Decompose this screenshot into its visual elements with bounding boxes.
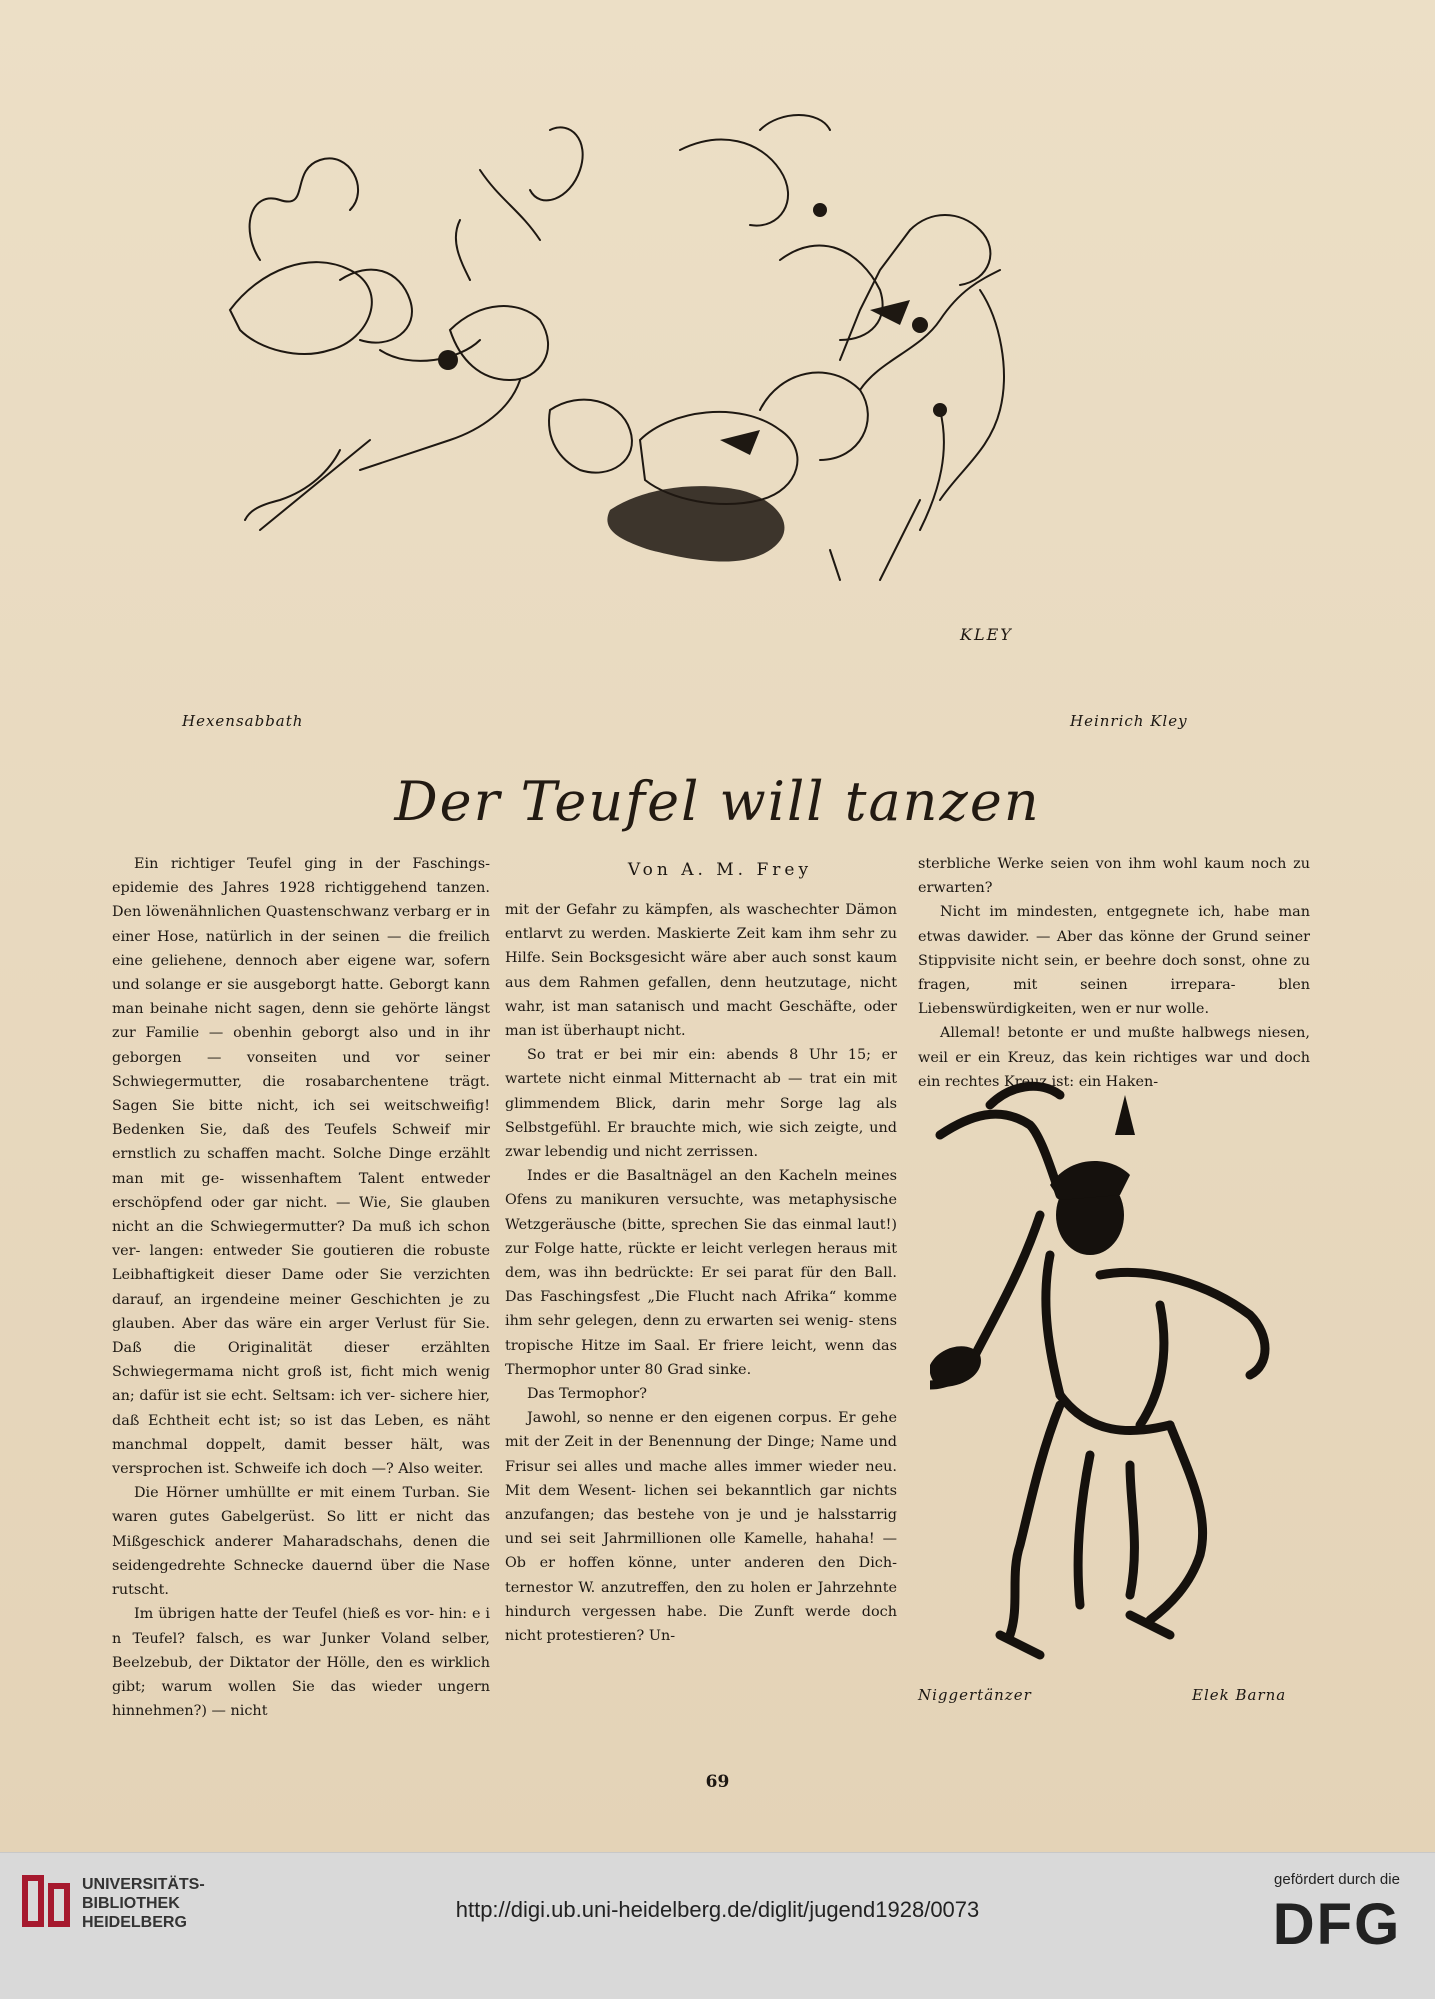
article-byline: Von A. M. Frey xyxy=(627,860,813,880)
paragraph: Ein richtiger Teufel ging in der Faschings- epidemie des Jahres 1928 richtiggehend tanzen. Den löwenähnlichen Quastenschwanz verbarg er in einer Hose, natürlich in der seinen — die freilich eine geliehene, dennoch aber eigene war, sofern und solange er sie ausgeborgt hatte. Geborgt kann man beinahe nicht sagen, denn sie gehörte längst zur Familie — obenhin geborgt also und in ihr geborgen — vonseiten und vor seiner Schwiegermutter, die rosabarchentene trägt. Sagen Sie bitte nicht, ich sei weitschweifig! Bedenken Sie, daß des Teufels Schweif mir ernstlich zu schaffen macht. Solche Dinge erzählt man mit ge- wissenhaftem Talent entweder erschöpfend oder gar nicht. — Wie, Sie glauben nicht an die Schwiegermutter? Da muß ich schon ver- langen: entweder Sie goutieren die robuste Leibhaftigkeit dieser Dame oder Sie verzichten darauf, an irgendeine meiner Geschichten je zu glauben. Aber das wäre ein arger Verlust für Sie. Daß die Originalität dieser erzählten Schwiegermama nicht groß ist, ficht mich wenig an; dafür ist sie echt. Seltsam: ich ver- sichere hier, daß Echtheit echt ist; so ist das Leben, es näht manchmal doppelt, damit besser hält, was versprochen ist. Schweife ich doch —? Also weiter. xyxy=(112,856,490,1478)
illustration-signature: KLEY xyxy=(960,625,1013,644)
permalink-url[interactable]: http://digi.ub.uni-heidelberg.de/diglit/jugend1928/0073 xyxy=(455,1897,980,1922)
article-column-1 xyxy=(112,852,490,1720)
paragraph: Indes er die Basaltnägel an den Kacheln meines Ofens zu manikuren versuchte, was metaphysische Wetzgeräusche (bitte, sprechen Sie das einmal laut!) zur Folge hatte, rückte er leicht verlegen heraus mit dem, was ihn bedrückte: Er sei parat für den Ball. Das Faschingsfest „Die Flucht nach Afrika“ komme ihm sehr gelegen, denn zu erwarten sei wenig- stens tropische Hitze im Saal. Er friere leicht, wenn das Thermophor unter 80 Grad sinke. xyxy=(505,1168,897,1378)
paragraph: So trat er bei mir ein: abends 8 Uhr 15; er wartete nicht einmal Mitternacht ab — trat ein mit glimmendem Blick, darin mehr Sorge lag als Selbstgefühl. Er brauchte mich, wie sich zeigte, und zwar lebendig und nicht zerrissen. xyxy=(505,1047,897,1161)
paragraph: Die Hörner umhüllte er mit einem Turban. Sie waren gutes Gabelgerüst. So litt er nicht das Mißgeschick anderer Maharadschahs, denen die seidengedrehte Schnecke dauernd über die Nase rutscht. xyxy=(112,1485,490,1599)
paragraph: Jawohl, so nenne er den eigenen corpus. Er gehe mit der Zeit in der Benennung der Dinge; Name und Frisur sei alles und mache alles immer wieder neu. Mit dem Wesent- lichen sei bekanntlich gar nichts anzufangen; das bestehe von je und je halsstarrig und sei seit Jahrmillionen olle Kamelle, hahaha! — Ob er hoffen könne, unter anderen den Dich- ternestor W. anzutreffen, den zu holen er Jahrzehnte hindurch vergessen habe. Die Zunft werde doch nicht protestieren? Un- xyxy=(505,1410,897,1645)
dfg-logo[interactable]: DFG xyxy=(1272,1892,1402,1957)
library-name-line: BIBLIOTHEK xyxy=(82,1895,180,1912)
dancer-illustration xyxy=(930,1075,1310,1675)
dancer-caption-title: Niggertänzer xyxy=(918,1686,1032,1704)
funding-notice xyxy=(1257,1871,1417,1956)
funding-text: gefördert durch die xyxy=(1274,1871,1400,1888)
library-name-line: HEIDELBERG xyxy=(82,1914,187,1931)
paragraph: mit der Gefahr zu kämpfen, als waschechter Dämon entlarvt zu werden. Maskierte Zeit kam ihm sehr zu Hilfe. Sein Bocksgesicht wäre aber auch sonst kaum aus dem Rahmen gefallen, denn heutzutage, nicht wahr, ist man satanisch und macht Geschäfte, oder man ist überhaupt nicht. xyxy=(505,902,897,1040)
dancer-caption-artist: Elek Barna xyxy=(1192,1686,1287,1704)
hexensabbath-illustration xyxy=(220,110,1100,680)
article-title: Der Teufel will tanzen xyxy=(394,770,1041,833)
illustration-caption-title: Hexensabbath xyxy=(182,712,304,730)
paragraph: Allemal! betonte er und mußte halbwegs niesen, weil er ein Kreuz, das kein richtiges war und doch ein rechtes Kreuz ist: ein Haken- xyxy=(918,1025,1310,1090)
library-name-line: UNIVERSITÄTS- xyxy=(82,1876,205,1893)
viewer-footer xyxy=(0,1852,1435,1999)
paragraph: sterbliche Werke seien von ihm wohl kaum noch zu erwarten? xyxy=(918,856,1310,897)
paragraph: Im übrigen hatte der Teufel (hieß es vor- hin: e i n Teufel? falsch, es war Junker Voland selber, Beelzebub, der Diktator der Hölle, den es wirklich gibt; warum wollen Sie das wieder ungern hinnehmen?) — nicht xyxy=(112,1606,490,1720)
illustration-caption-artist: Heinrich Kley xyxy=(1070,712,1188,730)
article-column-3 xyxy=(918,852,1310,1090)
page-number: 69 xyxy=(705,1772,730,1792)
paragraph: Das Termophor? xyxy=(527,1386,648,1403)
paragraph: Nicht im mindesten, entgegnete ich, habe man etwas dawider. — Aber das könne der Grund seiner Stippvisite nicht sein, er beehre doch sonst, ohne zu fragen, mit seinen irrepara- blen Liebenswürdigkeiten, wen er nur wolle. xyxy=(918,904,1310,1018)
article-column-2 xyxy=(505,898,897,1714)
